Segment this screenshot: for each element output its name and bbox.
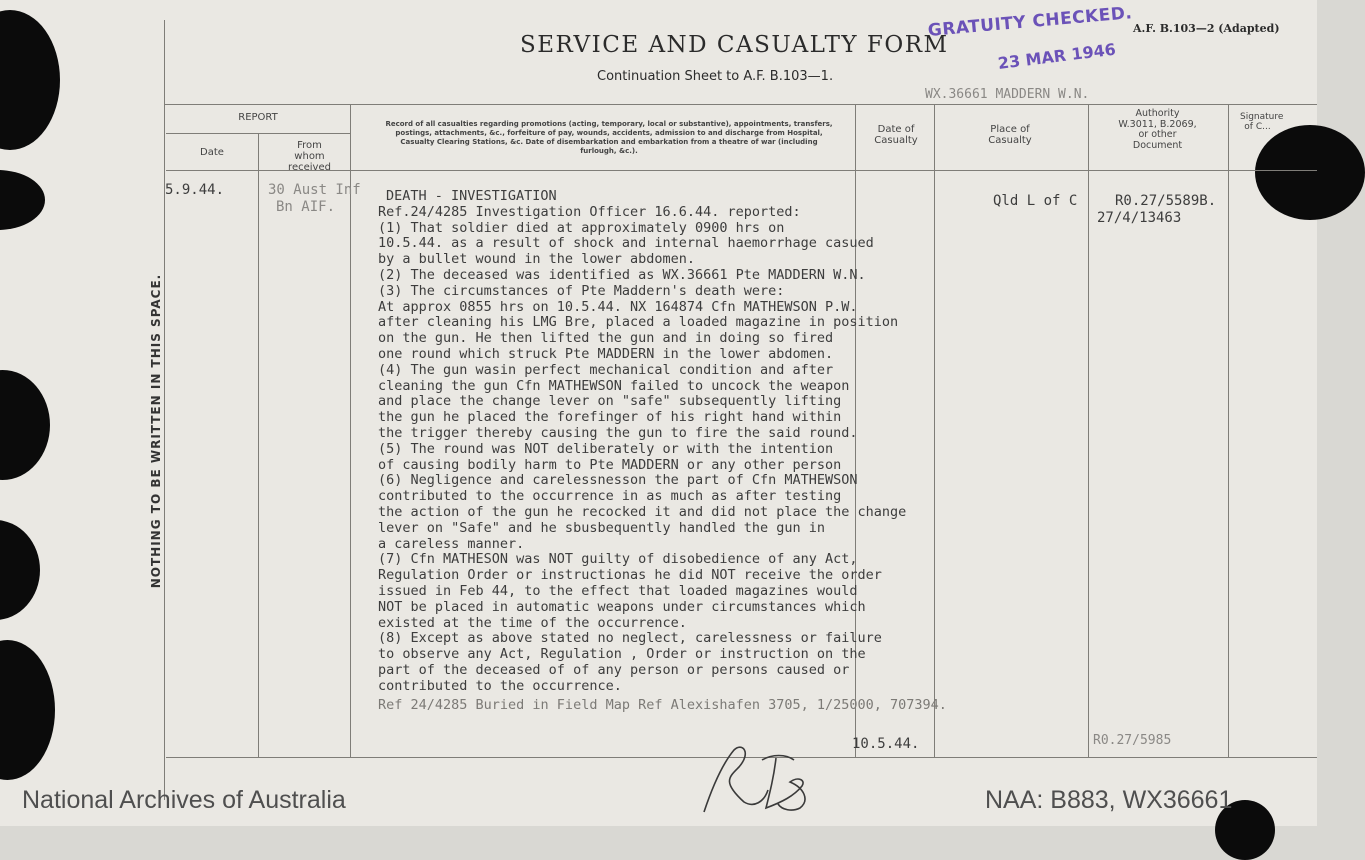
entry-line: At approx 0855 hrs on 10.5.44. NX 164874 Cfn MATHEWSON P.W.	[378, 298, 858, 315]
header-bottom-line	[166, 170, 1317, 171]
column-divider	[1088, 104, 1089, 757]
form-number: A.F. B.103—2 (Adapted)	[1133, 22, 1280, 35]
form-title: SERVICE AND CASUALTY FORM	[520, 32, 949, 58]
header-place-of-casualty: Place of Casualty	[988, 124, 1032, 146]
header-signature: Signature of C...	[1240, 112, 1284, 132]
entry-line: by a bullet wound in the lower abdomen.	[378, 251, 695, 268]
entry-line: issued in Feb 44, to the effect that loaded magazines would	[378, 582, 858, 599]
form-subtitle: Continuation Sheet to A.F. B.103—1.	[597, 69, 834, 84]
entry-line: of causing bodily harm to Pte MADDERN or any other person	[378, 456, 842, 473]
header-record: Record of all casualties regarding promotions (acting, temporary, local or substantive), appointments, transfers, postings, attachments, &c., forfeiture of pay, wounds, accidents, admission to and discharge from Hospital, Casualty Clearing Stations, &c. Date of disembarkation and embarkation from a theatre of war (including furlough, &c.).	[385, 120, 833, 155]
binding-hole	[0, 10, 60, 150]
binding-hole	[0, 370, 50, 480]
header-date: Date	[200, 147, 224, 158]
entry-line: Regulation Order or instructionas he did NOT receive the order	[378, 567, 882, 584]
column-divider	[1228, 104, 1229, 757]
entry-line: (1) That soldier died at approximately 0900 hrs on	[378, 219, 785, 236]
entry-line: existed at the time of the occurrence.	[378, 614, 687, 631]
entry-date-of-casualty: 10.5.44.	[852, 736, 920, 752]
entry-line: the action of the gun he recocked it and did not place the change	[378, 503, 907, 520]
column-divider	[258, 133, 259, 757]
entry-line: (3) The circumstances of Pte Maddern's death were:	[378, 282, 785, 299]
entry-from-whom-2: Bn AIF.	[276, 199, 336, 215]
entry-line: (4) The gun wasin perfect mechanical condition and after	[378, 361, 834, 378]
entry-line: the gun he placed the forefinger of his right hand within	[378, 409, 842, 426]
header-date-of-casualty: Date of Casualty	[874, 124, 918, 146]
entry-line: lever on "Safe" and he sbusbequently handled the gun in	[378, 519, 826, 536]
entry-line: cleaning the gun Cfn MATHEWSON failed to uncock the weapon	[378, 377, 850, 394]
entry-line: Ref.24/4285 Investigation Officer 16.6.44. reported:	[378, 203, 801, 220]
entry-line: contributed to the occurrence in as much as after testing	[378, 488, 842, 505]
entry-authority-1: R0.27/5589B.	[1115, 193, 1217, 209]
entry-line: (2) The deceased was identified as WX.36661 Pte MADDERN W.N.	[378, 266, 866, 283]
entry-line: part of the deceased of of any person or persons caused or	[378, 661, 850, 678]
entry-line: the trigger thereby causing the gun to fire the said round.	[378, 424, 858, 441]
side-note: NOTHING TO BE WRITTEN IN THIS SPACE.	[149, 273, 163, 589]
header-authority: Authority W.3011, B.2069, or other Document	[1118, 108, 1197, 151]
binding-hole	[0, 640, 55, 780]
binding-hole	[0, 520, 40, 620]
entry-line: (8) Except as above stated no neglect, carelessness or failure	[378, 630, 882, 647]
archive-name: National Archives of Australia	[22, 786, 346, 814]
entry-line: and place the change lever on "safe" subsequently lifting	[378, 393, 842, 410]
entry-line: to observe any Act, Regulation , Order or instruction on the	[378, 646, 866, 663]
column-divider	[350, 104, 351, 757]
table-top-line	[164, 104, 1317, 105]
entry-line: (7) Cfn MATHESON was NOT guilty of disobedience of any Act,	[378, 551, 858, 568]
entry-place: Qld L of C	[993, 193, 1078, 209]
entry-line: Ref 24/4285 Buried in Field Map Ref Alexishafen 3705, 1/25000, 707394.	[378, 696, 947, 713]
date-stamp: 23 MAR 1946	[996, 39, 1117, 73]
entry-authority-2: 27/4/13463	[1097, 210, 1182, 226]
header-report: REPORT	[238, 112, 278, 123]
entry-line: contributed to the occurrence.	[378, 677, 622, 694]
entry-line: one round which struck Pte MADDERN in the lower abdomen.	[378, 345, 834, 362]
entry-body	[378, 189, 947, 713]
entry-line: (5) The round was NOT deliberately or with the intention	[378, 440, 834, 457]
header-from-whom: From whom received	[288, 140, 331, 173]
entry-line: DEATH - INVESTIGATION	[386, 188, 557, 204]
binding-hole	[0, 170, 45, 230]
entry-line: NOT be placed in automatic weapons under circumstances which	[378, 598, 866, 615]
soldier-id: WX.36661 MADDERN W.N.	[925, 87, 1090, 102]
handwritten-signature	[694, 742, 824, 816]
entry-line: on the gun. He then lifted the gun and in doing so fired	[378, 330, 834, 347]
entry-line: (6) Negligence and carelessnesson the part of Cfn MATHEWSON	[378, 472, 858, 489]
entry-date: 5.9.44.	[165, 182, 225, 198]
entry-authority-3: R0.27/5985	[1093, 733, 1172, 748]
entry-line: after cleaning his LMG Bre, placed a loaded magazine in position	[378, 314, 899, 331]
archive-reference: NAA: B883, WX36661	[985, 786, 1233, 814]
entry-line: a careless manner.	[378, 535, 525, 552]
entry-line: 10.5.44. as a result of shock and internal haemorrhage casued	[378, 235, 874, 252]
entry-from-whom-1: 30 Aust Inf	[268, 182, 361, 198]
column-divider	[164, 20, 165, 800]
gratuity-stamp: GRATUITY CHECKED.	[927, 3, 1134, 41]
